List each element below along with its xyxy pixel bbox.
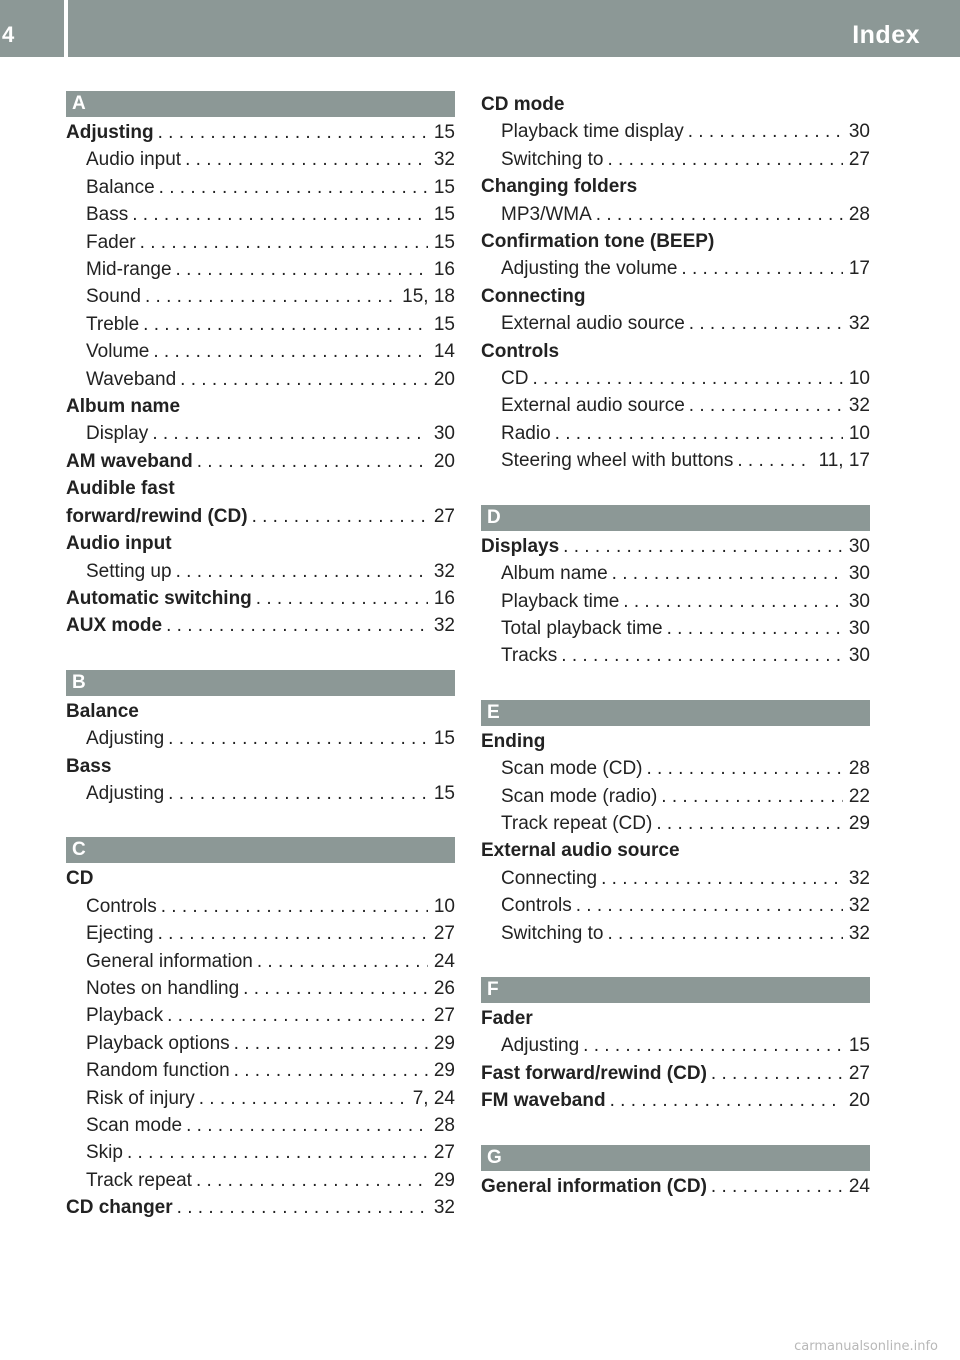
index-entry xyxy=(66,585,455,612)
entry-term: External audio source xyxy=(501,395,685,417)
index-entry xyxy=(481,1060,870,1087)
entry-page-ref: 20 xyxy=(848,1090,870,1112)
section-spacer xyxy=(66,640,455,670)
entry-page-ref: 17 xyxy=(848,258,870,280)
index-subentry xyxy=(481,810,870,837)
entry-page-ref: 27 xyxy=(433,505,455,527)
entry-page-ref: 15 xyxy=(433,782,455,804)
entry-page-ref: 32 xyxy=(433,149,455,171)
entry-page-ref: 27 xyxy=(433,923,455,945)
index-subentry xyxy=(481,755,870,782)
dot-leader xyxy=(140,229,428,256)
entry-term: Risk of injury xyxy=(86,1087,195,1109)
index-subentry xyxy=(66,1112,455,1139)
entry-page-ref: 14 xyxy=(433,341,455,363)
entry-term: Balance xyxy=(86,176,155,198)
dot-leader xyxy=(167,1002,428,1029)
index-subentry xyxy=(481,1032,870,1059)
index-subentry xyxy=(481,615,870,642)
index-heading: Changing folders xyxy=(481,176,638,198)
index-subentry xyxy=(66,420,455,447)
entry-page-ref: 15 xyxy=(433,122,455,143)
page-number: 4 xyxy=(2,22,15,47)
index-subentry xyxy=(66,283,455,310)
dot-leader xyxy=(563,533,843,560)
entry-page-ref: 32 xyxy=(433,1197,455,1219)
entry-term: Playback xyxy=(86,1005,164,1027)
entry-term: AUX mode xyxy=(66,615,163,637)
entry-term: Steering wheel with buttons xyxy=(501,450,734,472)
index-subentry xyxy=(481,560,870,587)
index-heading: Controls xyxy=(481,340,560,362)
entry-term: Total playback time xyxy=(501,617,663,639)
index-subentry xyxy=(481,118,870,145)
entry-term: Adjusting xyxy=(66,122,154,143)
dot-leader xyxy=(737,447,812,474)
entry-term: FM waveband xyxy=(481,1090,606,1112)
index-subentry xyxy=(66,366,455,393)
entry-term: Automatic switching xyxy=(66,587,252,609)
entry-term: Adjusting the volume xyxy=(501,258,678,280)
index-heading: Album name xyxy=(66,396,181,418)
entry-page-ref: 28 xyxy=(848,203,870,225)
index-subentry xyxy=(66,174,455,201)
dot-leader xyxy=(576,892,843,919)
entry-page-ref: 10 xyxy=(848,422,870,444)
index-subentry xyxy=(481,365,870,392)
entry-term: Scan mode (CD) xyxy=(501,758,643,780)
index-heading: Audible fast xyxy=(66,478,175,500)
entry-page-ref: 24 xyxy=(433,950,455,972)
section-spacer xyxy=(481,670,870,700)
index-subentry xyxy=(66,311,455,338)
dot-leader xyxy=(197,448,428,475)
entry-page-ref: 29 xyxy=(433,1032,455,1054)
index-subentry xyxy=(66,1030,455,1057)
dot-leader xyxy=(681,255,842,282)
entry-term: Album name xyxy=(501,563,608,585)
dot-leader xyxy=(166,612,428,639)
dot-leader xyxy=(132,201,428,228)
index-entry xyxy=(481,1173,870,1200)
dot-leader xyxy=(161,893,428,920)
entry-page-ref: 27 xyxy=(848,1062,870,1084)
index-entry xyxy=(481,1087,870,1114)
index-heading: Confirmation tone (BEEP) xyxy=(481,231,715,253)
entry-page-ref: 16 xyxy=(433,259,455,281)
index-subentry xyxy=(481,146,870,173)
index-subentry xyxy=(66,1167,455,1194)
entry-term: Playback options xyxy=(86,1032,230,1054)
index-subentry xyxy=(66,256,455,283)
section-spacer xyxy=(66,807,455,837)
entry-term: Waveband xyxy=(86,368,177,390)
index-subentry xyxy=(66,558,455,585)
dot-leader xyxy=(234,1057,428,1084)
entry-term: Scan mode xyxy=(86,1115,183,1136)
entry-term: Switching to xyxy=(501,148,604,170)
dot-leader xyxy=(168,780,428,807)
index-subentry xyxy=(66,201,455,228)
entry-page-ref: 20 xyxy=(433,450,455,472)
dot-leader xyxy=(711,1060,843,1087)
index-subentry xyxy=(481,783,870,810)
section-letter-f: F xyxy=(481,977,870,1003)
dot-leader xyxy=(689,392,843,419)
entry-page-ref: 28 xyxy=(433,1115,455,1136)
entry-term: Sound xyxy=(86,286,141,308)
dot-leader xyxy=(199,1085,407,1112)
dot-leader xyxy=(180,366,428,393)
dot-leader xyxy=(177,1194,428,1221)
section-letter-b: B xyxy=(66,670,455,696)
dot-leader xyxy=(661,783,843,810)
section-letter-g: G xyxy=(481,1145,870,1171)
entry-page-ref: 16 xyxy=(433,587,455,609)
entry-page-ref: 10 xyxy=(433,895,455,917)
entry-page-ref: 32 xyxy=(848,867,870,889)
entry-term: Random function xyxy=(86,1060,230,1082)
entry-page-ref: 15 xyxy=(433,204,455,226)
entry-term: forward/rewind (CD) xyxy=(66,505,248,527)
watermark: carmanualsonline.info xyxy=(794,1339,938,1354)
dot-leader xyxy=(152,420,428,447)
entry-term: Switching to xyxy=(501,922,604,944)
dot-leader xyxy=(689,310,843,337)
index-subentry xyxy=(481,447,870,474)
dot-leader xyxy=(153,338,427,365)
entry-term: Audio input xyxy=(86,149,182,171)
entry-page-ref: 15, 18 xyxy=(402,286,455,308)
dot-leader xyxy=(623,588,843,615)
entry-page-ref: 11, 17 xyxy=(818,450,870,472)
dot-leader xyxy=(257,948,428,975)
index-subentry xyxy=(66,780,455,807)
dot-leader xyxy=(607,146,842,173)
index-heading: Ending xyxy=(481,730,546,752)
index-entry xyxy=(481,533,870,560)
entry-term: MP3/WMA xyxy=(501,203,592,225)
entry-page-ref: 15 xyxy=(433,231,455,253)
entry-term: Skip xyxy=(86,1142,123,1164)
entry-term: AM waveband xyxy=(66,450,193,472)
index-heading: Balance xyxy=(66,700,139,722)
entry-page-ref: 15 xyxy=(433,313,455,335)
entry-term: Treble xyxy=(86,313,140,335)
index-heading: Fader xyxy=(481,1007,533,1029)
index-subentry xyxy=(66,893,455,920)
entry-page-ref: 30 xyxy=(848,535,870,557)
entry-page-ref: 28 xyxy=(848,758,870,780)
entry-term: Radio xyxy=(501,422,551,444)
index-entry xyxy=(66,503,455,530)
entry-page-ref: 32 xyxy=(433,615,455,637)
index-subentry xyxy=(481,420,870,447)
entry-term: Connecting xyxy=(501,867,598,889)
entry-term: General information (CD) xyxy=(481,1175,707,1197)
entry-term: Adjusting xyxy=(86,728,165,750)
dot-leader xyxy=(127,1139,428,1166)
index-entry xyxy=(66,448,455,475)
section-spacer xyxy=(481,475,870,505)
index-subentry xyxy=(66,920,455,947)
index-subentry xyxy=(481,892,870,919)
dot-leader xyxy=(612,560,843,587)
entry-term: Adjusting xyxy=(501,1035,580,1057)
entry-term: Controls xyxy=(501,895,572,917)
entry-term: Mid-range xyxy=(86,259,172,281)
index-heading: Audio input xyxy=(66,533,172,555)
index-subentry xyxy=(66,1139,455,1166)
index-subentry xyxy=(481,392,870,419)
dot-leader xyxy=(234,1030,428,1057)
entry-term: Notes on handling xyxy=(86,977,240,999)
dot-leader xyxy=(159,174,428,201)
dot-leader xyxy=(158,119,428,146)
section-spacer xyxy=(481,947,870,977)
entry-page-ref: 24 xyxy=(848,1175,870,1197)
dot-leader xyxy=(555,420,843,447)
index-subentry xyxy=(481,642,870,669)
entry-page-ref: 22 xyxy=(848,785,870,807)
dot-leader xyxy=(168,725,428,752)
entry-term: Display xyxy=(86,423,149,445)
dot-leader xyxy=(607,920,842,947)
entry-page-ref: 29 xyxy=(848,812,870,834)
index-subentry xyxy=(481,865,870,892)
entry-term: Displays xyxy=(481,535,560,557)
index-subentry xyxy=(481,201,870,228)
entry-term: Track repeat (CD) xyxy=(501,812,653,834)
index-subentry xyxy=(66,1002,455,1029)
index-subentry xyxy=(66,146,455,173)
index-subentry xyxy=(481,310,870,337)
dot-leader xyxy=(143,311,428,338)
dot-leader xyxy=(596,201,843,228)
dot-leader xyxy=(196,1167,428,1194)
dot-leader xyxy=(647,755,843,782)
entry-page-ref: 29 xyxy=(433,1060,455,1082)
header-divider xyxy=(64,0,68,57)
index-heading: CD mode xyxy=(481,94,565,115)
entry-page-ref: 32 xyxy=(848,922,870,944)
entry-term: Scan mode (radio) xyxy=(501,785,658,807)
index-subentry xyxy=(66,338,455,365)
index-subentry xyxy=(66,975,455,1002)
section-letter-e: E xyxy=(481,700,870,726)
entry-page-ref: 7, 24 xyxy=(412,1087,455,1109)
entry-term: Playback time display xyxy=(501,121,684,143)
section-letter-d: D xyxy=(481,505,870,531)
dot-leader xyxy=(185,146,428,173)
entry-page-ref: 27 xyxy=(848,148,870,170)
dot-leader xyxy=(711,1173,843,1200)
dot-leader xyxy=(252,503,428,530)
index-heading: External audio source xyxy=(481,840,680,862)
section-letter-a: A xyxy=(66,91,455,117)
index-heading: Bass xyxy=(66,755,112,777)
entry-page-ref: 15 xyxy=(433,728,455,750)
entry-page-ref: 32 xyxy=(848,395,870,417)
index-heading: CD xyxy=(66,868,94,890)
entry-term: CD xyxy=(501,368,529,390)
index-entry xyxy=(66,119,455,146)
dot-leader xyxy=(243,975,428,1002)
entry-page-ref: 30 xyxy=(848,617,870,639)
entry-page-ref: 15 xyxy=(848,1035,870,1057)
dot-leader xyxy=(688,118,843,145)
dot-leader xyxy=(583,1032,843,1059)
entry-page-ref: 30 xyxy=(848,645,870,667)
entry-page-ref: 32 xyxy=(848,313,870,335)
dot-leader xyxy=(667,615,843,642)
page-header xyxy=(0,0,960,57)
entry-term: CD changer xyxy=(66,1197,173,1219)
entry-term: Tracks xyxy=(501,645,558,667)
entry-page-ref: 20 xyxy=(433,368,455,390)
index-subentry xyxy=(481,920,870,947)
index-heading: Connecting xyxy=(481,285,586,307)
entry-term: Playback time xyxy=(501,590,620,612)
index-subentry xyxy=(481,255,870,282)
page-title: Index xyxy=(852,21,920,49)
entry-term: External audio source xyxy=(501,313,685,335)
entry-page-ref: 27 xyxy=(433,1005,455,1027)
index-column-right xyxy=(481,91,870,1200)
index-subentry xyxy=(66,1085,455,1112)
entry-term: Track repeat xyxy=(86,1169,192,1191)
dot-leader xyxy=(532,365,842,392)
index-subentry xyxy=(66,725,455,752)
entry-page-ref: 10 xyxy=(848,368,870,390)
entry-term: Adjusting xyxy=(86,782,165,804)
dot-leader xyxy=(186,1112,428,1139)
section-spacer xyxy=(481,1115,870,1145)
index-subentry xyxy=(66,1057,455,1084)
section-letter-c: C xyxy=(66,837,455,863)
entry-page-ref: 30 xyxy=(433,423,455,445)
entry-term: Fader xyxy=(86,231,136,253)
index-entry xyxy=(66,612,455,639)
index-subentry xyxy=(66,948,455,975)
entry-page-ref: 32 xyxy=(433,560,455,582)
entry-page-ref: 30 xyxy=(848,121,870,143)
entry-page-ref: 30 xyxy=(848,590,870,612)
index-subentry xyxy=(66,229,455,256)
dot-leader xyxy=(176,256,428,283)
entry-term: Volume xyxy=(86,341,150,363)
dot-leader xyxy=(601,865,843,892)
dot-leader xyxy=(158,920,428,947)
entry-term: Bass xyxy=(86,204,129,226)
entry-page-ref: 29 xyxy=(433,1169,455,1191)
entry-term: Setting up xyxy=(86,560,172,582)
entry-page-ref: 32 xyxy=(848,895,870,917)
entry-page-ref: 26 xyxy=(433,977,455,999)
entry-term: Controls xyxy=(86,895,157,917)
dot-leader xyxy=(176,558,428,585)
dot-leader xyxy=(656,810,843,837)
dot-leader xyxy=(561,642,843,669)
entry-page-ref: 15 xyxy=(433,176,455,198)
index-column-left xyxy=(66,91,455,1222)
entry-page-ref: 30 xyxy=(848,563,870,585)
entry-term: General information xyxy=(86,950,253,972)
dot-leader xyxy=(610,1087,843,1114)
index-subentry xyxy=(481,588,870,615)
entry-page-ref: 27 xyxy=(433,1142,455,1164)
entry-term: Ejecting xyxy=(86,923,154,945)
dot-leader xyxy=(145,283,396,310)
dot-leader xyxy=(256,585,428,612)
index-entry xyxy=(66,1194,455,1221)
entry-term: Fast forward/rewind (CD) xyxy=(481,1062,707,1084)
